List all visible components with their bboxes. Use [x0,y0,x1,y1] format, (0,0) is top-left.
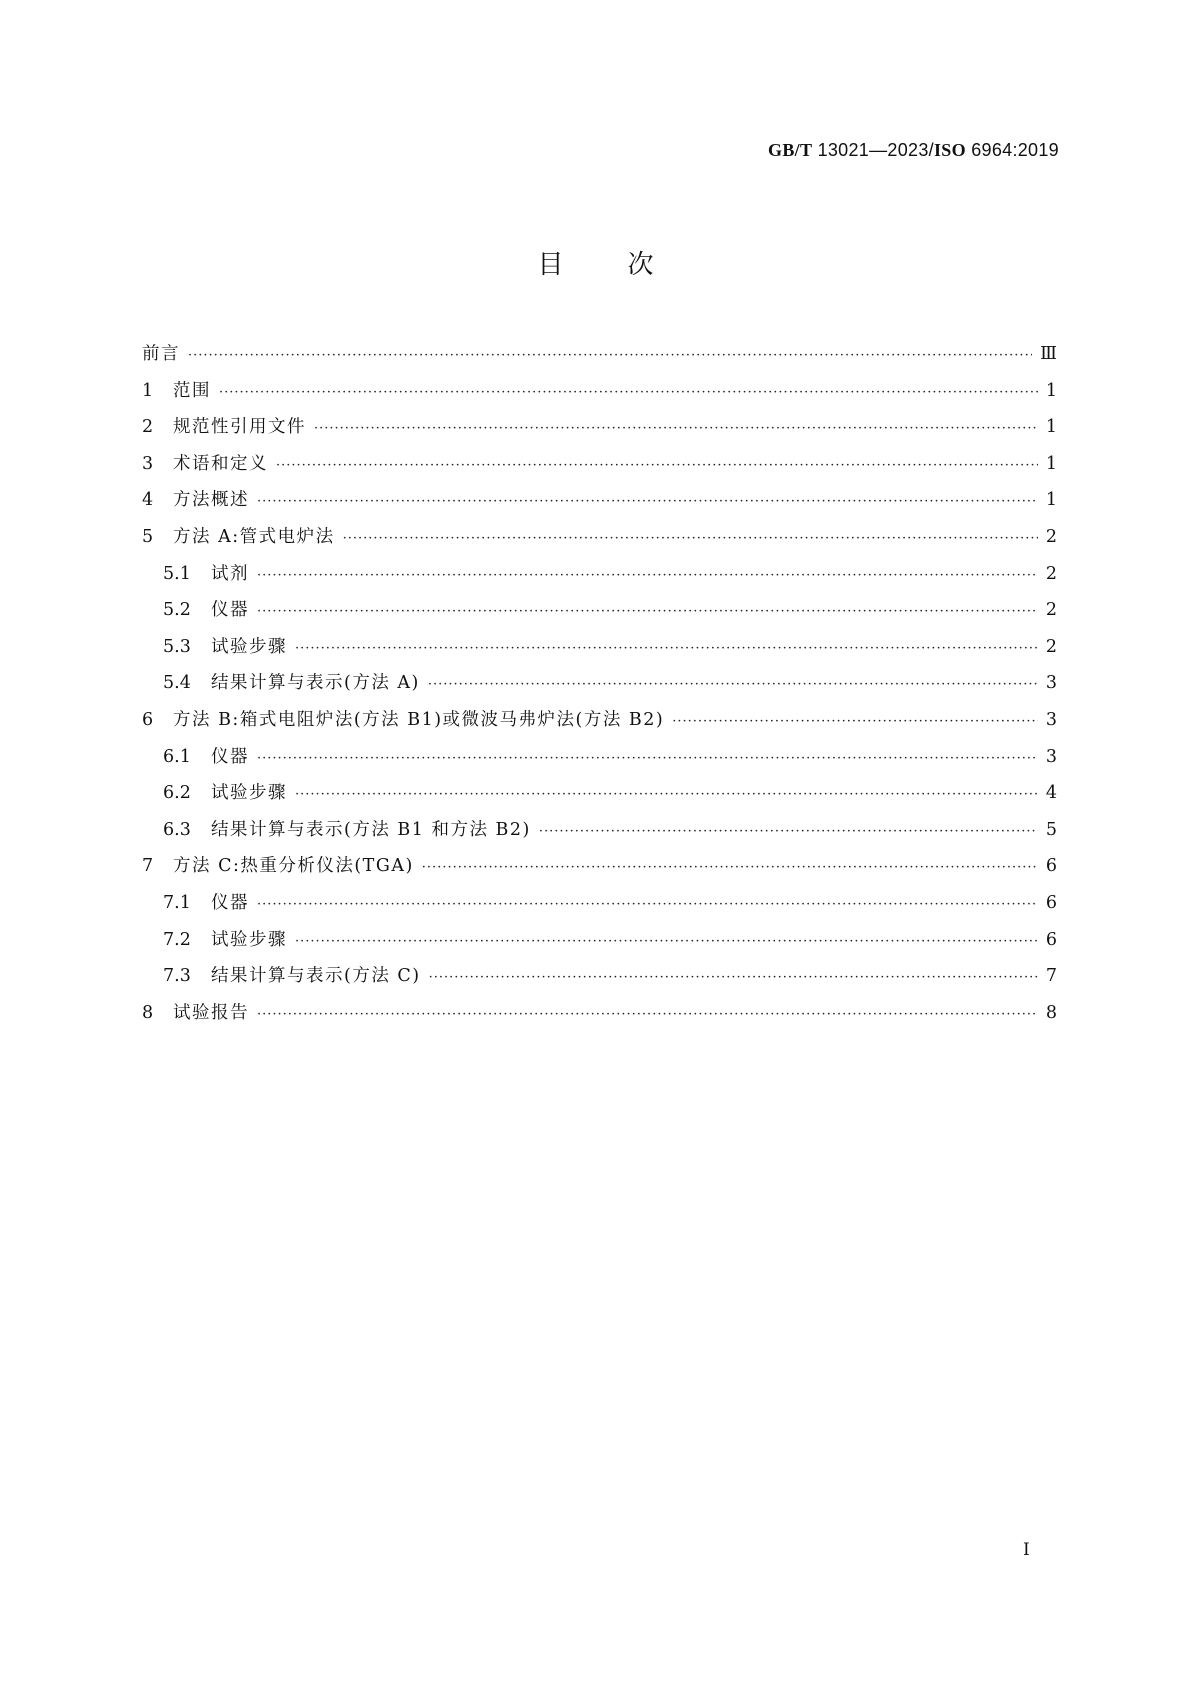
toc-entry-label: 结果计算与表示(方法 C) [211,966,421,987]
toc-entry-page: 7 [1045,966,1057,987]
toc-entry-page: 4 [1045,783,1057,804]
toc-entry-page: 1 [1045,490,1057,511]
toc-entry-number: 5.3 [163,636,191,657]
toc-entry[interactable] [142,596,1057,633]
page-number: I [1023,1540,1030,1560]
leader-dots [295,934,1038,949]
toc-entry-page: 2 [1045,636,1057,657]
toc-entry-number: 6 [142,709,154,730]
toc-entry-label: 方法概述 [173,490,249,511]
title-char: 目 [537,250,564,280]
leader-dots [343,531,1038,546]
toc-entry-page: 2 [1045,563,1057,584]
page-title [0,244,1191,281]
toc-entry-label: 试验步骤 [211,783,287,804]
toc-entry-number: 5 [142,526,154,547]
leader-dots [295,787,1038,802]
toc-entry[interactable] [142,340,1057,377]
toc-entry[interactable] [142,779,1057,816]
toc-entry[interactable] [142,450,1057,487]
leader-dots [257,568,1038,583]
toc-entry-page: 6 [1045,856,1057,877]
leader-dots [257,1007,1038,1022]
leader-dots [672,714,1038,729]
toc-entry-label: 方法 A:管式电炉法 [173,526,335,547]
toc-entry-page: 3 [1045,746,1057,767]
toc-entry-label: 结果计算与表示(方法 B1 和方法 B2) [211,819,531,840]
toc-entry[interactable] [142,743,1057,780]
leader-dots [257,897,1038,912]
toc-entry-page: 3 [1045,709,1057,730]
leader-dots [539,824,1038,839]
toc-entry[interactable] [142,413,1057,450]
toc-entry[interactable] [142,633,1057,670]
toc-entry-label: 试剂 [211,563,249,584]
toc-entry-label: 前言 [142,344,180,364]
toc-entry-label: 试验步骤 [211,636,287,657]
toc-entry-number: 6.2 [163,783,191,804]
toc-entry-label: 仪器 [211,892,249,913]
toc-entry[interactable] [142,816,1057,853]
toc-entry[interactable] [142,669,1057,706]
toc-entry-page: 3 [1045,673,1057,694]
leader-dots [276,458,1038,473]
toc-entry-label: 方法 C:热重分析仪法(TGA) [173,856,414,877]
toc-entry[interactable] [142,852,1057,889]
iso-number: 6964:2019 [971,140,1059,160]
toc-entry[interactable] [142,560,1057,597]
leader-dots [188,348,1032,363]
toc-entry-label: 方法 B:箱式电阻炉法(方法 B1)或微波马弗炉法(方法 B2) [173,709,665,730]
toc-entry-number: 5.2 [163,600,191,621]
toc-entry-number: 1 [142,380,154,401]
toc-entry-label: 结果计算与表示(方法 A) [211,673,420,694]
leader-dots [257,751,1038,766]
toc-entry-number: 7.1 [163,892,191,913]
leader-dots [314,421,1038,436]
toc-entry-label: 范围 [173,380,211,401]
leader-dots [428,677,1038,692]
toc-entry-number: 7.2 [163,929,191,950]
toc-entry-number: 5.1 [163,563,191,584]
toc-entry-label: 试验报告 [173,1002,249,1023]
toc-entry-number: 5.4 [163,673,191,694]
toc-entry-label: 仪器 [211,600,249,621]
toc-entry-page: 8 [1045,1002,1057,1023]
leader-dots [219,385,1038,400]
leader-dots [257,604,1038,619]
toc-entry[interactable] [142,706,1057,743]
toc-entry[interactable] [142,377,1057,414]
title-char: 次 [627,250,654,280]
standard-number-header [768,140,1059,161]
toc-entry-number: 3 [142,453,154,474]
toc-entry-page: 2 [1045,600,1057,621]
toc-entry-number: 6.3 [163,819,191,840]
toc-entry-page: Ⅲ [1040,344,1057,364]
toc-entry-number: 7.3 [163,966,191,987]
toc-entry-label: 术语和定义 [173,453,268,474]
toc-entry-page: 1 [1045,417,1057,438]
toc-entry-page: 1 [1045,453,1057,474]
leader-dots [429,970,1038,985]
toc-entry[interactable] [142,889,1057,926]
toc-entry-page: 1 [1045,380,1057,401]
toc-entry-page: 6 [1045,929,1057,950]
toc-entry-label: 规范性引用文件 [173,417,306,438]
toc-entry[interactable] [142,486,1057,523]
toc-entry[interactable] [142,523,1057,560]
toc-entry-page: 6 [1045,892,1057,913]
toc-entry[interactable] [142,926,1057,963]
toc-entry-label: 试验步骤 [211,929,287,950]
iso-prefix: ISO [933,140,966,160]
std-prefix: GB/T [768,140,813,160]
toc-entry-number: 2 [142,417,154,438]
toc-entry-page: 2 [1045,526,1057,547]
leader-dots [257,494,1038,509]
toc-entry[interactable] [142,999,1057,1036]
toc-entry-number: 4 [142,490,154,511]
leader-dots [422,860,1038,875]
std-number: 13021—2023/ [817,140,934,160]
toc-entry-number: 7 [142,856,154,877]
toc-entry[interactable] [142,962,1057,999]
toc-entry-label: 仪器 [211,746,249,767]
toc-entry-number: 8 [142,1002,154,1023]
table-of-contents [142,340,1057,1035]
leader-dots [295,641,1038,656]
toc-entry-number: 6.1 [163,746,191,767]
toc-entry-page: 5 [1045,819,1057,840]
